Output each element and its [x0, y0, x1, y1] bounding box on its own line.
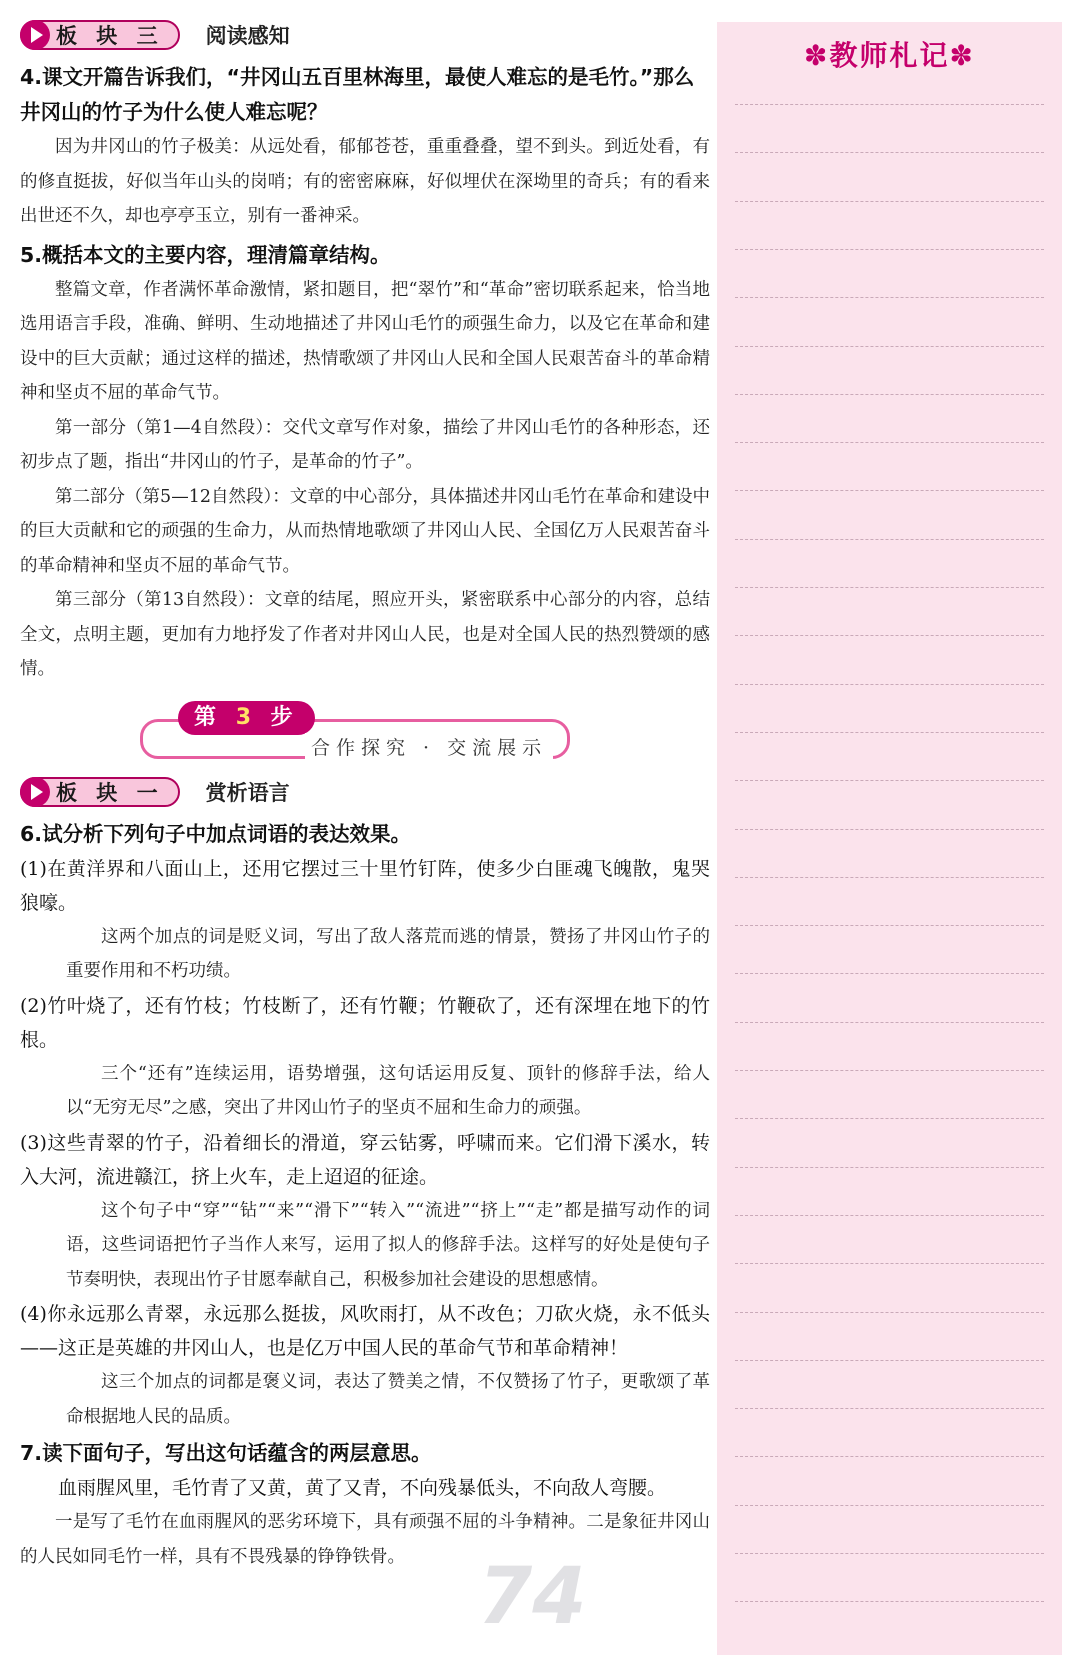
- question-number: 6.: [20, 821, 43, 846]
- note-line: [735, 684, 1044, 685]
- play-arrow-icon: [20, 20, 50, 50]
- question-6-item-1: [20, 852, 710, 989]
- note-line: [735, 1167, 1044, 1168]
- note-line: [735, 1263, 1044, 1264]
- analysis: 这三个加点的词都是褒义词，表达了赞美之情，不仅赞扬了竹子，更歌颂了革命根据地人民的品质。: [66, 1372, 710, 1427]
- question-text: 概括本文的主要内容，理清篇章结构。: [42, 242, 391, 267]
- question-text: 试分析下列句子中加点词语的表达效果。: [42, 821, 412, 846]
- note-line: [735, 1118, 1044, 1119]
- sentence: (1)在黄洋界和八面山上，还用它摆过三十里竹钉阵，使多少白匪魂飞魄散，鬼哭狼嚎。: [20, 857, 710, 914]
- section-badge-label: 板 块 三: [56, 24, 164, 48]
- note-line: [735, 249, 1044, 250]
- note-line: [735, 1505, 1044, 1506]
- question-number: 5.: [20, 242, 43, 267]
- question-text: 课文开篇告诉我们，“井冈山五百里林海里，最使人难忘的是毛竹。”那么井冈山的竹子为什么使人难忘呢？: [20, 65, 695, 124]
- note-line: [735, 1070, 1044, 1071]
- note-line: [735, 104, 1044, 105]
- sentence: (2)竹叶烧了，还有竹枝；竹枝断了，还有竹鞭；竹鞭砍了，还有深埋在地下的竹根。: [20, 994, 710, 1051]
- note-line: [735, 1456, 1044, 1457]
- note-line: [735, 1022, 1044, 1023]
- note-line: [735, 877, 1044, 878]
- note-line: [735, 201, 1044, 202]
- step-number: 3: [235, 704, 257, 730]
- question-6-item-2: [20, 989, 710, 1126]
- sentence: (3)这些青翠的竹子，沿着细长的滑道，穿云钻雾，呼啸而来。它们滑下溪水，转入大河，流进赣江，挤上火车，走上迢迢的征途。: [20, 1131, 710, 1188]
- note-line: [735, 635, 1044, 636]
- answer-7: 一是写了毛竹在血雨腥风的恶劣环境下，具有顽强不屈的斗争精神。二是象征井冈山的人民如同毛竹一样，具有不畏残暴的铮铮铁骨。: [20, 1512, 710, 1567]
- note-line: [735, 1312, 1044, 1313]
- note-line: [735, 490, 1044, 491]
- note-line: [735, 1360, 1044, 1361]
- answer-5-summary: 整篇文章，作者满怀革命激情，紧扣题目，把“翠竹”和“革命”密切联系起来，恰当地选用语言手段，准确、鲜明、生动地描述了井冈山毛竹的顽强生命力，以及它在革命和建设中的巨大贡献；通过这样的描述，热情歌颂了井冈山人民和全国人民艰苦奋斗的革命精神和坚贞不屈的革命气节。: [20, 279, 710, 403]
- question-7: [20, 1436, 710, 1471]
- question-number: 7.: [20, 1441, 43, 1465]
- note-line: [735, 346, 1044, 347]
- note-line: [735, 1553, 1044, 1554]
- note-line: [735, 1215, 1044, 1216]
- section-badge: [20, 777, 180, 807]
- page-number: 74: [478, 1552, 587, 1642]
- answer-5-part-3: 第三部分（第13自然段）：文章的结尾，照应开头，紧密联系中心部分的内容，总结全文，点明主题，更加有力地抒发了作者对井冈山人民，也是对全国人民的热烈赞颂的感情。: [20, 590, 710, 679]
- analysis: 这两个加点的词是贬义词，写出了敌人落荒而逃的情景，赞扬了井冈山竹子的重要作用和不朽功绩。: [66, 926, 710, 981]
- question-6-item-3: [20, 1126, 710, 1298]
- analysis: 这个句子中“穿”“钻”“来”“滑下”“转入”“流进”“挤上”“走”都是描写动作的词语，这些词语把竹子当作人来写，运用了拟人的修辞手法。这样写的好处是使句子节奏明快，表现出竹子甘愿奉献自己，积极参加社会建设的思想感情。: [66, 1200, 710, 1290]
- quoted-sentence: 血雨腥风里，毛竹青了又黄，黄了又青，不向残暴低头，不向敌人弯腰。: [58, 1477, 667, 1499]
- note-line: [735, 973, 1044, 974]
- step-prefix: 第: [194, 704, 223, 730]
- note-line: [735, 539, 1044, 540]
- note-line: [735, 587, 1044, 588]
- note-line: [735, 297, 1044, 298]
- section-badge-label: 板 块 一: [56, 780, 164, 805]
- note-line: [735, 925, 1044, 926]
- question-5: [20, 238, 710, 273]
- step-pill: [178, 701, 315, 735]
- step-banner: [20, 699, 710, 765]
- note-line: [735, 152, 1044, 153]
- teacher-notes-title: ✽教师札记✽: [804, 39, 975, 72]
- play-arrow-icon: [20, 777, 50, 807]
- answer-5-part-2: 第二部分（第5—12自然段）：文章的中心部分，具体描述井冈山毛竹在革命和建设中的巨大贡献和它的顽强的生命力，从而热情地歌颂了井冈山人民、全国亿万人民艰苦奋斗的革命精神和坚贞不屈的革命气节。: [20, 486, 710, 576]
- note-line: [735, 1601, 1044, 1602]
- question-6-item-4: [20, 1297, 710, 1434]
- section-header-language: [20, 775, 710, 809]
- main-content: [20, 18, 710, 1574]
- question-4: [20, 60, 710, 130]
- section-header-reading: [20, 18, 710, 52]
- step-subtitle: 合作探究 · 交流展示: [305, 733, 553, 760]
- question-number: 4.: [20, 65, 43, 89]
- note-line: [735, 732, 1044, 733]
- step-suffix: 步: [270, 704, 299, 730]
- section-title: 阅读感知: [205, 24, 290, 48]
- section-title: 赏析语言: [205, 780, 290, 805]
- question-6: [20, 817, 710, 852]
- note-line: [735, 1408, 1044, 1409]
- note-line: [735, 829, 1044, 830]
- teacher-notes-panel: [717, 22, 1062, 1655]
- section-badge: [20, 20, 180, 50]
- note-line: [735, 780, 1044, 781]
- analysis: 三个“还有”连续运用，语势增强，这句话运用反复、顶针的修辞手法，给人以“无穷无尽”之感，突出了井冈山竹子的坚贞不屈和生命力的顽强。: [66, 1063, 710, 1118]
- answer-5-part-1: 第一部分（第1—4自然段）：交代文章写作对象，描绘了井冈山毛竹的各种形态，还初步点了题，指出“井冈山的竹子，是革命的竹子”。: [20, 417, 710, 472]
- note-line: [735, 394, 1044, 395]
- question-text: 读下面句子，写出这句话蕴含的两层意思。: [42, 1441, 432, 1465]
- note-line: [735, 442, 1044, 443]
- answer-4: 因为井冈山的竹子极美：从远处看，郁郁苍苍，重重叠叠，望不到头。到近处看，有的修直挺拔，好似当年山头的岗哨；有的密密麻麻，好似埋伏在深坳里的奇兵；有的看来出世还不久，却也亭亭玉立，别有一番神采。: [20, 137, 710, 226]
- sentence: (4)你永远那么青翠，永远那么挺拔，风吹雨打，从不改色；刀砍火烧，永不低头——这正是英雄的井冈山人，也是亿万中国人民的革命气节和革命精神！: [20, 1303, 710, 1359]
